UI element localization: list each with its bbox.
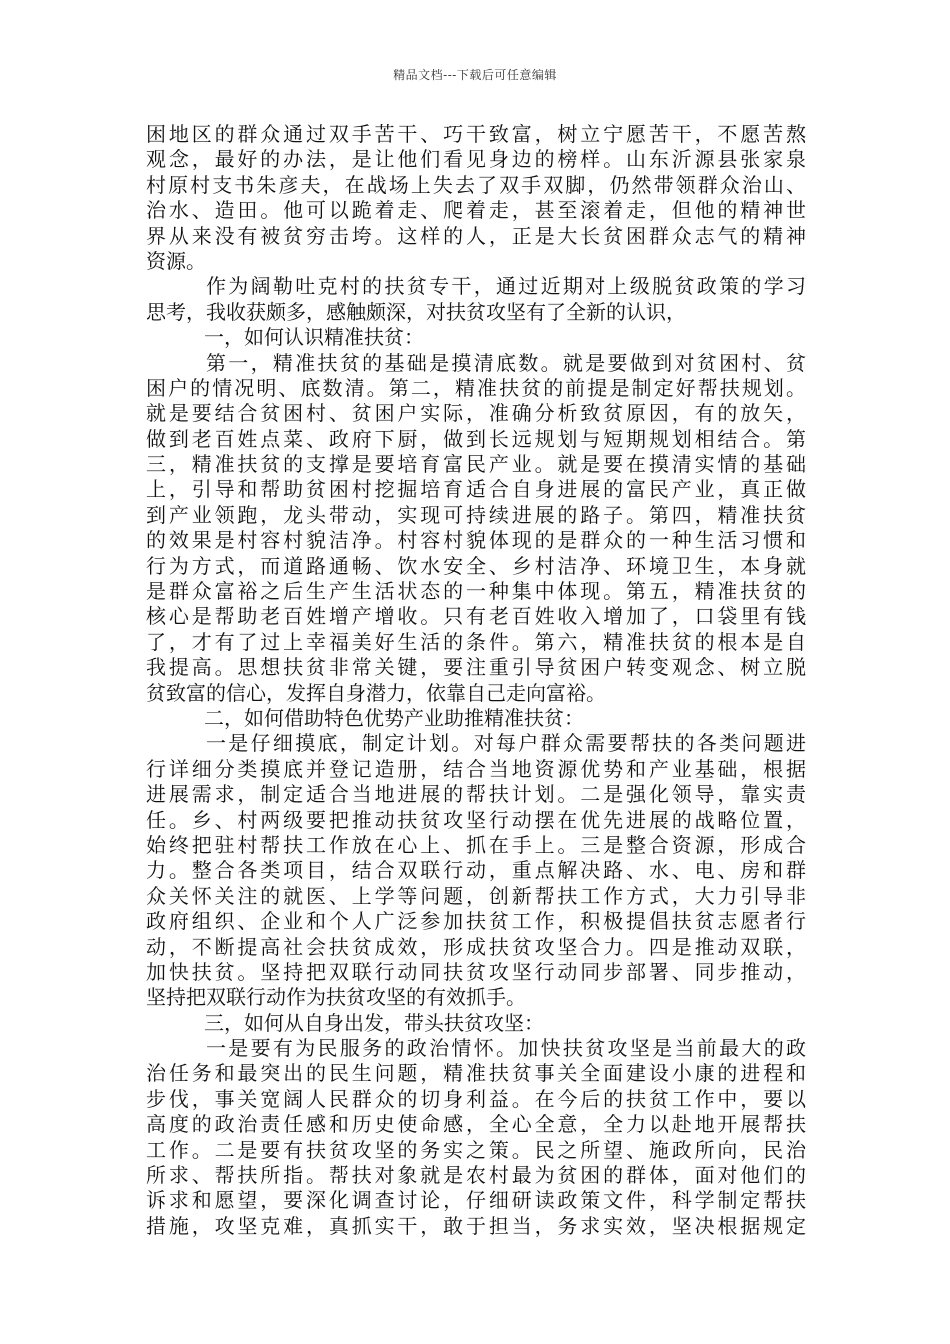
text-line: 行为方式，而道路通畅、饮水安全、乡村洁净、环境卫生，本身就: [146, 553, 806, 578]
text-line: 就是要结合贫困村、贫困户实际，准确分析致贫原因，有的放矢，: [146, 401, 806, 426]
text-line: 措施，攻坚克难，真抓实干，敢于担当，务求实效，坚决根据规定: [146, 1213, 806, 1238]
text-line: 力。整合各类项目，结合双联行动，重点解决路、水、电、房和群: [146, 858, 806, 883]
text-line: 第一，精准扶贫的基础是摸清底数。就是要做到对贫困村、贫: [206, 350, 806, 375]
text-line: 困户的情况明、底数清。第二，精准扶贫的前提是制定好帮扶规划。: [146, 375, 806, 400]
text-line: 的效果是村容村貌洁净。村容村貌体现的是群众的一种生活习惯和: [146, 528, 806, 553]
text-line: 加快扶贫。坚持把双联行动同扶贫攻坚行动同步部署、同步推动，: [146, 959, 806, 984]
paragraph: [146, 351, 806, 706]
text-line: 了，才有了过上幸福美好生活的条件。第六，精准扶贫的根本是自: [146, 629, 806, 654]
text-line: 是群众富裕之后生产生活状态的一种集中体现。第五，精准扶贫的: [146, 579, 806, 604]
text-line: 困地区的群众通过双手苦干、巧干致富，树立宁愿苦干，不愿苦熬: [146, 122, 806, 146]
paragraph: [146, 731, 806, 1010]
text-line: 观念，最好的办法，是让他们看见身边的榜样。山东沂源县张家泉: [146, 147, 806, 172]
text-line: 贫致富的信心，发挥自身潜力，依靠自己走向富裕。: [146, 680, 606, 705]
text-line: 到产业领跑，龙头带动，实现可持续进展的路子。第四，精准扶贫: [146, 502, 806, 527]
text-line: 高度的政治责任感和历史使命感，全心全意，全力以赴地开展帮扶: [146, 1112, 806, 1137]
text-line: 政府组织、企业和个人广泛参加扶贫工作，积极提倡扶贫志愿者行: [146, 909, 806, 934]
text-line: 资源。: [146, 248, 206, 273]
text-line: 动，不断提高社会扶贫成效，形成扶贫攻坚合力。四是推动双联，: [146, 934, 806, 959]
text-line: 做到老百姓点菜、政府下厨，做到长远规划与短期规划相结合。第: [146, 426, 806, 451]
text-line: 三，精准扶贫的支撑是要培育富民产业。就是要在摸清实情的基础: [146, 452, 806, 477]
text-line: 村原村支书朱彦夫，在战场上失去了双手双脚，仍然带领群众治山、: [146, 172, 806, 197]
text-line: 我提高。思想扶贫非常关键，要注重引导贫困户转变观念、树立脱: [146, 655, 806, 680]
section-heading: [146, 325, 806, 350]
text-line: 任。乡、村两级要把推动扶贫攻坚行动摆在优先进展的战略位置，: [146, 807, 806, 832]
text-line: 一是仔细摸底，制定计划。对每户群众需要帮扶的各类问题进: [206, 731, 806, 756]
text-line: 众关怀关注的就医、上学等问题，创新帮扶工作方式，大力引导非: [146, 883, 806, 908]
paragraph: [146, 122, 806, 274]
text-line: 工作。二是要有扶贫攻坚的务实之策。民之所望、施政所向，民治: [146, 1137, 806, 1162]
section-heading: [146, 1011, 806, 1036]
text-line: 进展需求，制定适合当地进展的帮扶计划。二是强化领导，靠实责: [146, 782, 806, 807]
text-line: 上，引导和帮助贫困村挖掘培育适合自身进展的富民产业，真正做: [146, 477, 806, 502]
paragraph: [146, 274, 806, 325]
text-line: 作为阔勒吐克村的扶贫专干，通过近期对上级脱贫政策的学习: [206, 274, 806, 299]
text-line: 坚持把双联行动作为扶贫攻坚的有效抓手。: [146, 985, 526, 1010]
paragraph: [146, 1036, 806, 1239]
text-line: 三，如何从自身出发，带头扶贫攻坚：: [204, 1010, 544, 1035]
section-heading: [146, 706, 806, 731]
text-line: 始终把驻村帮扶工作放在心上、抓在手上。三是整合资源，形成合: [146, 832, 806, 857]
text-line: 行详细分类摸底并登记造册，结合当地资源优势和产业基础，根据: [146, 756, 806, 781]
text-line: 一，如何认识精准扶贫：: [204, 325, 424, 350]
text-line: 核心是帮助老百姓增产增收。只有老百姓收入增加了，口袋里有钱: [146, 604, 806, 629]
text-line: 所求、帮扶所指。帮扶对象就是农村最为贫困的群体，面对他们的: [146, 1163, 806, 1188]
page-header: 精品文档---下载后可任意编辑: [393, 68, 557, 82]
text-line: 诉求和愿望，要深化调查讨论，仔细研读政策文件，科学制定帮扶: [146, 1188, 806, 1213]
text-line: 界从来没有被贫穷击垮。这样的人，正是大长贫困群众志气的精神: [146, 223, 806, 248]
text-line: 治水、造田。他可以跪着走、爬着走，甚至滚着走，但他的精神世: [146, 198, 806, 223]
text-line: 一是要有为民服务的政治情怀。加快扶贫攻坚是当前最大的政: [206, 1036, 806, 1061]
text-line: 步伐，事关宽阔人民群众的切身利益。在今后的扶贫工作中，要以: [146, 1086, 806, 1111]
text-line: 二，如何借助特色优势产业助推精准扶贫：: [204, 705, 584, 730]
text-line: 思考，我收获颇多，感触颇深，对扶贫攻坚有了全新的认识，: [146, 299, 686, 324]
text-line: 治任务和最突出的民生问题，精准扶贫事关全面建设小康的进程和: [146, 1061, 806, 1086]
document-body: [146, 122, 806, 1239]
